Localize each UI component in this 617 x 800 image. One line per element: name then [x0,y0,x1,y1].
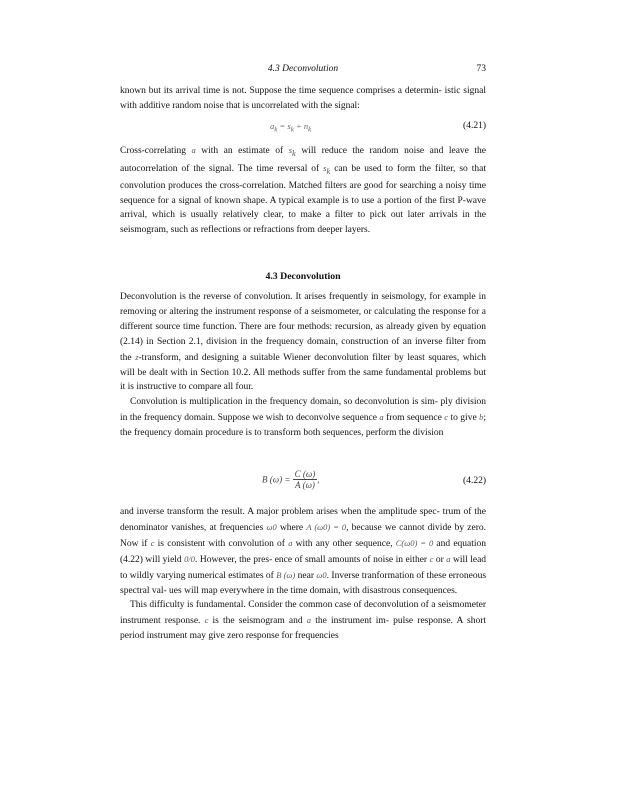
equation-4-21 [120,121,486,136]
equation-4-21-label: (4.21) [463,121,486,131]
running-head [120,62,486,76]
paragraph-1 [120,84,486,114]
equation-4-22-label: (4.22) [463,476,486,486]
equation-4-22 [120,465,486,499]
equation-4-22-body: B (ω) = $\frac{C (\omega)}{A (\omega)}$ , [262,469,320,490]
section-heading: 4.3 Deconvolution [265,271,341,282]
paragraph-5: and inverse transform the result. A major problem arises when the amplitude spec- trum of the denominator vanishes, at frequencies ω0 where A (ω0) = 0, because we cannot divide by zero. Now if c is consistent with convolution of a with any other sequence, C(ω0) = 0 and equation (4.22) will yield 0/0. However, the pres- ence of small amounts of noise in either c or a will lead to wildly varying numerical estimates of B (ω) near ω0. Inverse tranformation of these erroneous spectral val- ues will map everywhere in the time domain, with disastrous consequences. This difficulty is fundamental. Consider the common case of deconvolution of a seismometer instrument response. c is the seismogram and a the instrument im- pulse response. A short period instrument may give zero response for frequencies [120,507,487,642]
running-head-title: 4.3 Deconvolution [267,64,339,74]
equation-4-21-body: $a_k = s_k + n_k$ [270,121,312,134]
paragraph-3: Deconvolution is the reverse of convolution. It arises frequently in seismology, for example in removing or altering the instrument response of a seismometer, or calculating the response for a different source time function. There are four methods: recursion, as already given by equation (2.14) in Section 2.1, division in the frequency domain, construction of an inverse filter from the z-transform, and designing a suitable Wiener deconvolution filter by least squares, which will be dealt with in Section 10.2. All methods suffer from the same fundamental problems but it is instructive to compare all four. Convolution is multiplication in the frequency domain, so deconvolution is sim- ply division in the frequency domain. Suppose we wish to deconvolve sequence a from sequence c to give b; the frequency domain procedure is to transform both sequences, perform the division [120,292,487,439]
paragraph-2: Cross-correlating a with an estimate of $s_k$ will reduce the random noise and leave the autocorrelation of the signal. The time reversal of $s_k$ can be used to form the filter, so that convolution produces the cross-correlation. Matched filters are good for searching a noisy time sequence for a signal of known shape. A typical example is to use a portion of the first P-wave arrival, which is usually relatively clear, to make a filter to pick out later arrivals in the seismogram, such as reflections or refractions from deeper layers. [120,145,487,236]
paragraph-1-text: known but its arrival time is not. Suppose the time sequence comprises a determin- istic signal with additive random noise that is uncorrelated with the signal: [120,86,486,111]
page-number: 73 [476,64,486,74]
